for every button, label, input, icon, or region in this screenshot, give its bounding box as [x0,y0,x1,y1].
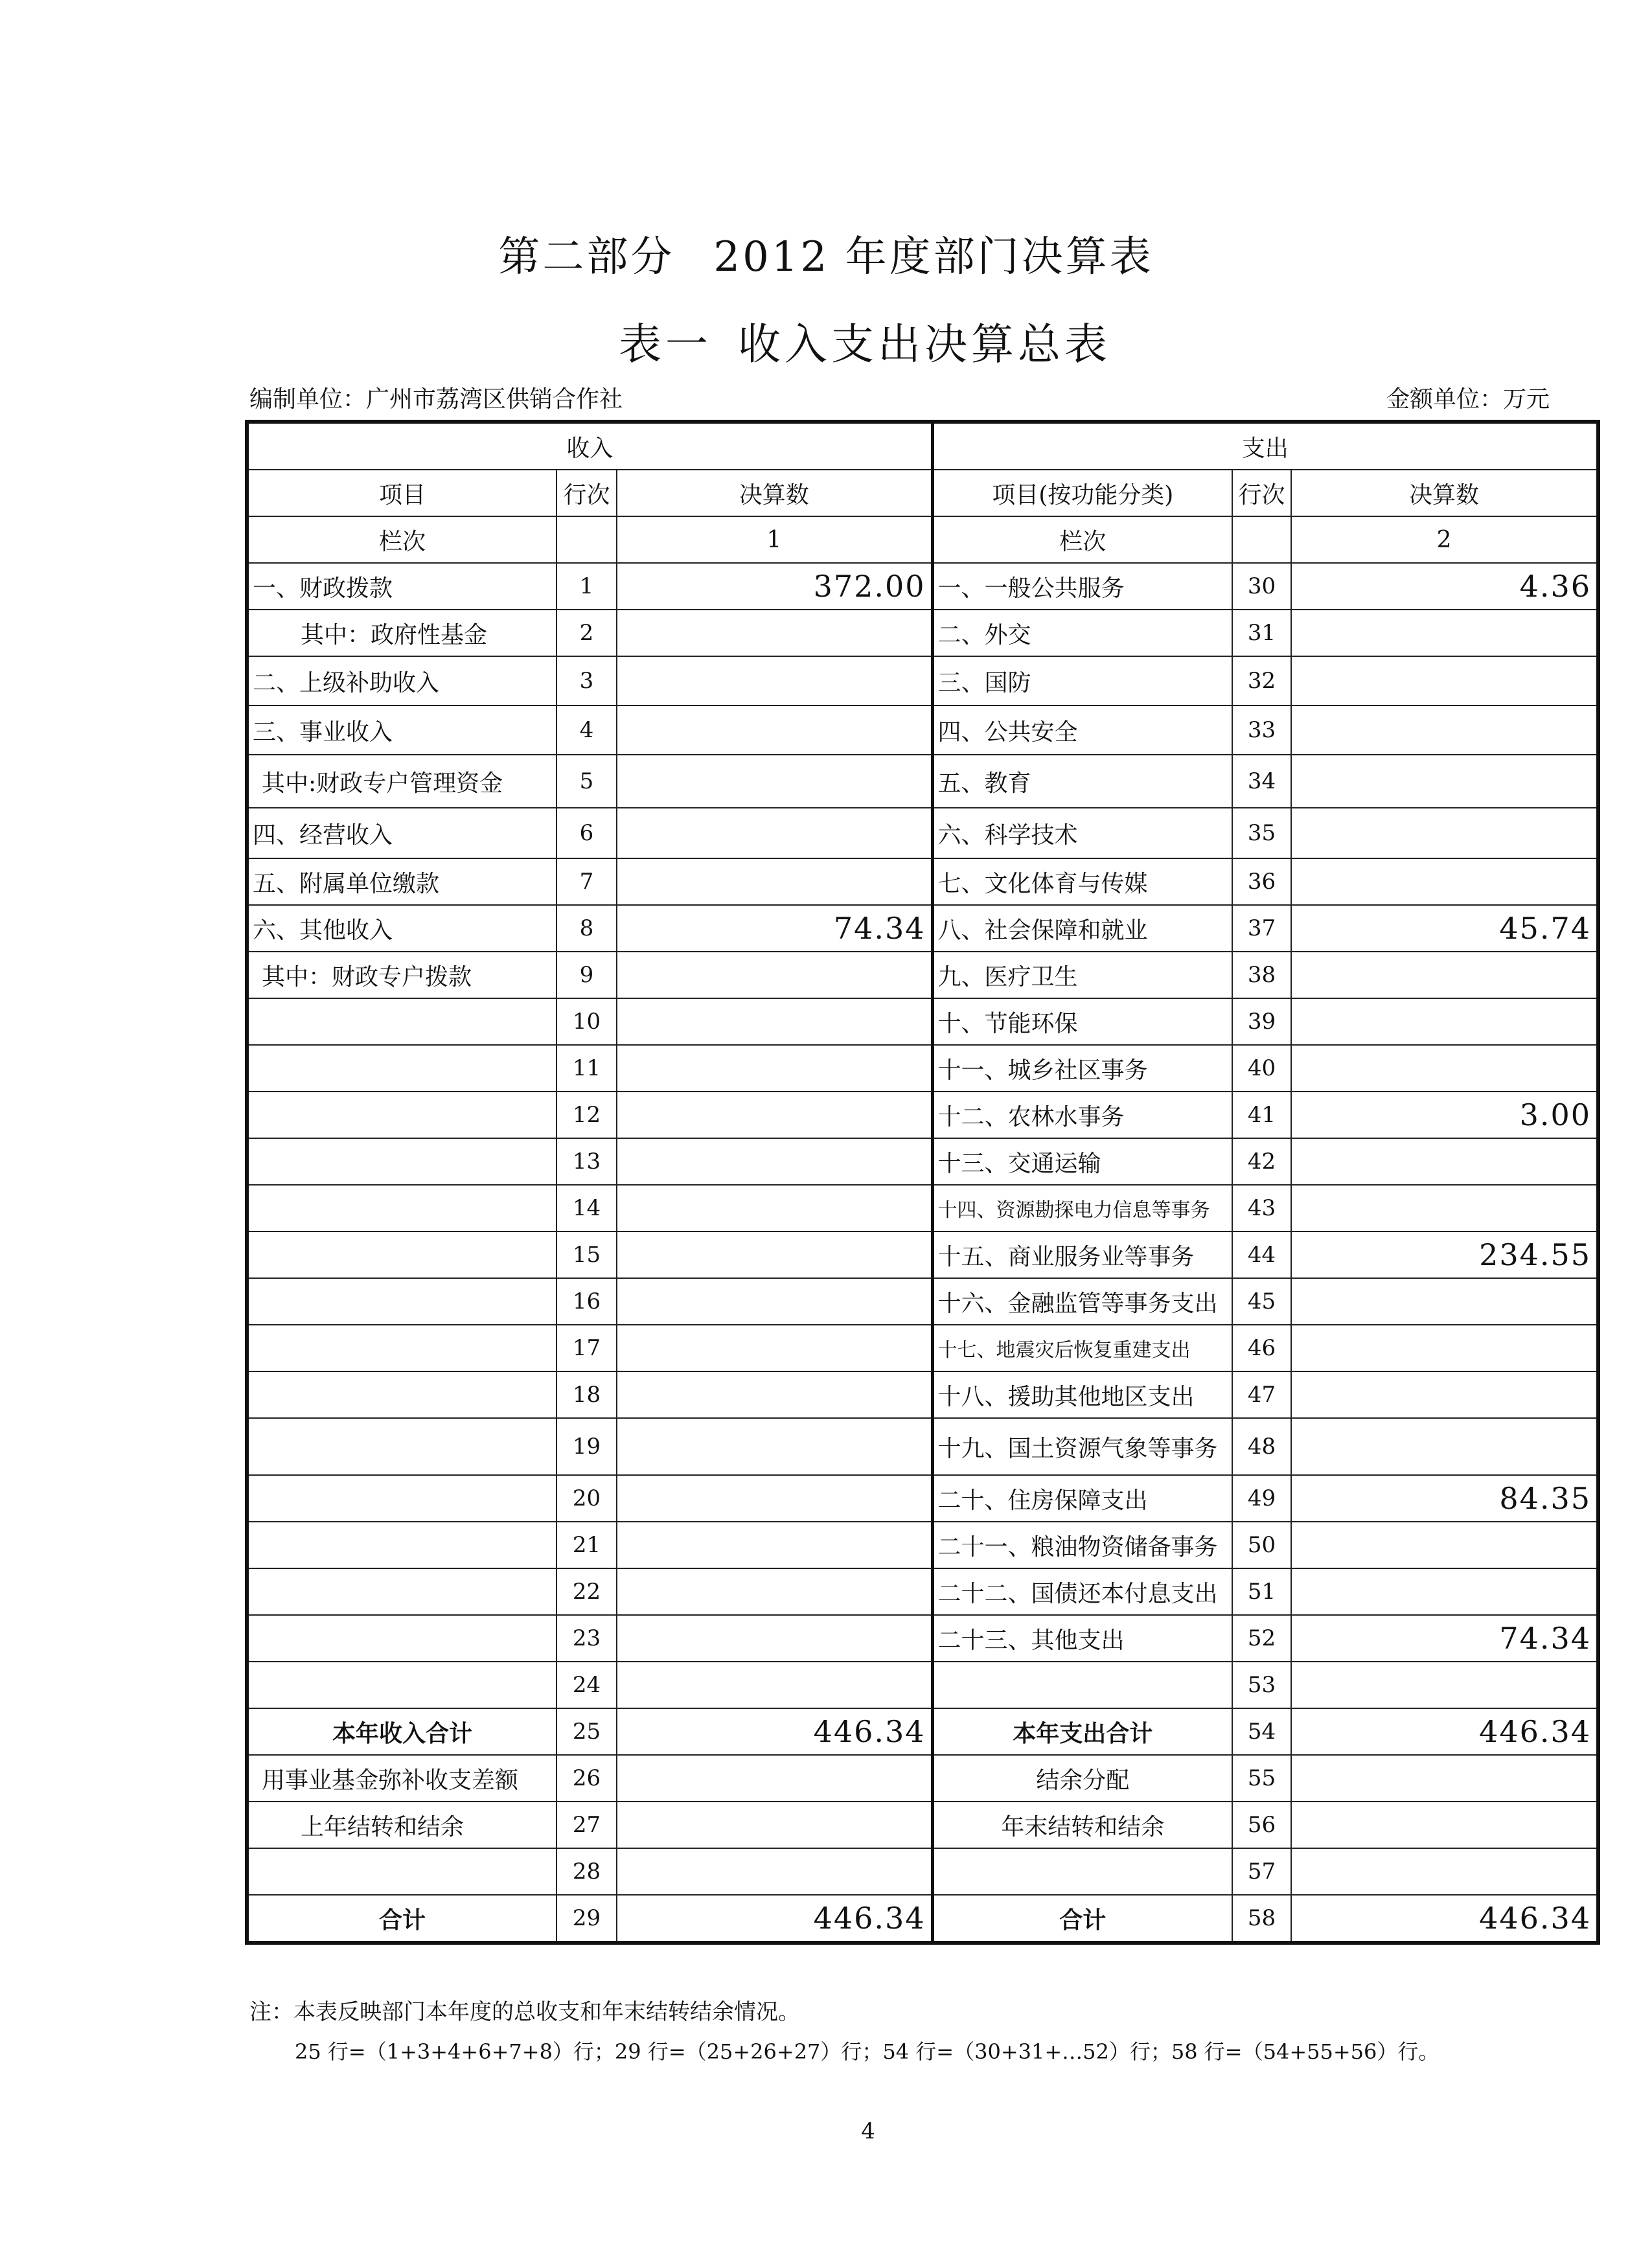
expense-line-number: 48 [1232,1418,1291,1475]
table-row [247,1185,1598,1231]
table-number: 表一 [619,319,712,369]
income-amount [617,1045,932,1092]
income-amount [617,808,932,858]
expense-item: 二十一、粮油物资储备事务 [932,1522,1232,1568]
income-line-number: 12 [556,1092,617,1138]
income-item [247,1568,556,1615]
expense-line-number: 58 [1232,1895,1291,1943]
income-amount [617,1371,932,1418]
expense-amount [1291,1755,1598,1802]
expense-line-number: 44 [1232,1231,1291,1278]
expense-line-number: 41 [1232,1092,1291,1138]
expense-line-number: 50 [1232,1522,1291,1568]
expense-amount [1291,952,1598,998]
income-line-number: 24 [556,1662,617,1708]
income-amount [617,1325,932,1371]
expense-item: 六、科学技术 [932,808,1232,858]
expense-line-header: 行次 [1232,470,1291,516]
expense-col-number: 2 [1291,516,1598,563]
expense-line-number: 42 [1232,1138,1291,1185]
budget-table [245,420,1600,1945]
income-line-number: 14 [556,1185,617,1231]
expense-line-number: 52 [1232,1615,1291,1662]
currency-unit-label: 金额单位：万元 [1386,386,1550,413]
income-amount [617,1755,932,1802]
expense-line-number: 51 [1232,1568,1291,1615]
page-number: 4 [861,2118,875,2144]
table-row [247,1802,1598,1848]
expense-item: 九、医疗卫生 [932,952,1232,998]
income-line-number: 20 [556,1475,617,1522]
expense-item: 十一、城乡社区事务 [932,1045,1232,1092]
table-row [247,1278,1598,1325]
income-amount [617,952,932,998]
table-row [247,1325,1598,1371]
income-amount-header: 决算数 [617,470,932,516]
expense-amount: 234.55 [1291,1231,1598,1278]
income-col-line-empty [556,516,617,563]
income-line-number: 29 [556,1895,617,1943]
income-line-number: 1 [556,563,617,610]
expense-amount [1291,998,1598,1045]
income-line-number: 23 [556,1615,617,1662]
income-item: 其中:财政专户管理资金 [247,755,556,808]
income-amount [617,656,932,705]
expense-line-number: 31 [1232,610,1291,656]
income-item-header: 项目 [247,470,556,516]
expense-item: 五、教育 [932,755,1232,808]
table-title [0,310,1652,371]
income-line-number: 21 [556,1522,617,1568]
title-part: 第二部分 [498,233,675,281]
expense-col-label: 栏次 [932,516,1232,563]
income-item [247,1615,556,1662]
expense-item: 十九、国土资源气象等事务 [932,1418,1232,1475]
income-item [247,1475,556,1522]
expense-line-number: 34 [1232,755,1291,808]
income-line-number: 17 [556,1325,617,1371]
table-name: 收入支出决算总表 [738,319,1111,369]
income-line-number: 3 [556,656,617,705]
table-row [247,1371,1598,1418]
income-item: 其中：政府性基金 [247,610,556,656]
income-line-number: 4 [556,705,617,755]
expense-amount [1291,1185,1598,1231]
income-line-number: 8 [556,905,617,952]
expense-line-number: 57 [1232,1848,1291,1895]
table-row [247,1522,1598,1568]
income-item: 其中：财政专户拨款 [247,952,556,998]
income-amount [617,1615,932,1662]
title-main: 2012 年度部门决算表 [713,233,1154,281]
expense-amount [1291,705,1598,755]
expense-amount [1291,1325,1598,1371]
table-row [247,1662,1598,1708]
income-item [247,1278,556,1325]
income-line-number: 28 [556,1848,617,1895]
expense-line-number: 30 [1232,563,1291,610]
expense-amount [1291,1848,1598,1895]
income-line-number: 2 [556,610,617,656]
expense-amount [1291,1522,1598,1568]
income-line-number: 10 [556,998,617,1045]
expense-item: 一、一般公共服务 [932,563,1232,610]
expense-line-number: 55 [1232,1755,1291,1802]
expense-line-number: 36 [1232,858,1291,905]
income-item: 本年收入合计 [247,1708,556,1755]
header-row-column-index [247,516,1598,563]
income-line-number: 22 [556,1568,617,1615]
expense-col-line-empty [1232,516,1291,563]
organization-label: 编制单位：广州市荔湾区供销合作社 [249,386,623,413]
expense-line-number: 37 [1232,905,1291,952]
income-amount: 372.00 [617,563,932,610]
table-row [247,858,1598,905]
expense-amount [1291,1568,1598,1615]
expense-item: 十七、地震灾后恢复重建支出 [932,1325,1232,1371]
expense-line-number: 43 [1232,1185,1291,1231]
table-row [247,952,1598,998]
expense-line-number: 47 [1232,1371,1291,1418]
expense-item: 十五、商业服务业等事务 [932,1231,1232,1278]
expense-amount [1291,1045,1598,1092]
income-item: 五、附属单位缴款 [247,858,556,905]
income-amount [617,1092,932,1138]
expense-item: 二十、住房保障支出 [932,1475,1232,1522]
table-row [247,1708,1598,1755]
income-amount [617,858,932,905]
income-line-number: 11 [556,1045,617,1092]
income-col-label: 栏次 [247,516,556,563]
expense-amount [1291,1278,1598,1325]
expense-amount [1291,656,1598,705]
expense-amount: 84.35 [1291,1475,1598,1522]
expense-item: 三、国防 [932,656,1232,705]
income-amount: 74.34 [617,905,932,952]
expense-item: 年末结转和结余 [932,1802,1232,1848]
expense-amount [1291,1138,1598,1185]
expense-item: 结余分配 [932,1755,1232,1802]
income-amount [617,1662,932,1708]
expense-amount [1291,858,1598,905]
income-amount: 446.34 [617,1708,932,1755]
income-item [247,1045,556,1092]
table-row [247,656,1598,705]
income-amount [617,1418,932,1475]
table-formula-note: 25 行=（1+3+4+6+7+8）行；29 行=（25+26+27）行；54 行=（30+31+…52）行；58 行=（54+55+56）行。 [295,2039,1440,2064]
income-amount [617,1848,932,1895]
income-amount [617,1568,932,1615]
expense-line-number: 54 [1232,1708,1291,1755]
table-row [247,1092,1598,1138]
income-amount [617,1278,932,1325]
expense-item: 二十三、其他支出 [932,1615,1232,1662]
income-item: 二、上级补助收入 [247,656,556,705]
income-line-number: 9 [556,952,617,998]
table-row [247,1045,1598,1092]
income-line-number: 15 [556,1231,617,1278]
income-line-number: 6 [556,808,617,858]
expense-line-number: 53 [1232,1662,1291,1708]
income-amount [617,1231,932,1278]
income-line-header: 行次 [556,470,617,516]
expense-item: 七、文化体育与传媒 [932,858,1232,905]
expense-item: 二、外交 [932,610,1232,656]
table-row [247,808,1598,858]
income-line-number: 16 [556,1278,617,1325]
expense-header: 支出 [932,422,1598,470]
expense-line-number: 49 [1232,1475,1291,1522]
table-row [247,1895,1598,1943]
table-row [247,1848,1598,1895]
income-col-number: 1 [617,516,932,563]
expense-item: 十四、资源勘探电力信息等事务 [932,1185,1232,1231]
income-item: 用事业基金弥补收支差额 [247,1755,556,1802]
income-item [247,1662,556,1708]
table-note: 注：本表反映部门本年度的总收支和年末结转结余情况。 [249,1999,800,2025]
income-item [247,1371,556,1418]
income-item [247,1848,556,1895]
income-amount [617,755,932,808]
expense-item: 十六、金融监管等事务支出 [932,1278,1232,1325]
expense-item: 二十二、国债还本付息支出 [932,1568,1232,1615]
expense-item: 十八、援助其他地区支出 [932,1371,1232,1418]
expense-item: 八、社会保障和就业 [932,905,1232,952]
income-amount: 446.34 [617,1895,932,1943]
expense-amount [1291,755,1598,808]
expense-line-number: 45 [1232,1278,1291,1325]
expense-amount [1291,1418,1598,1475]
expense-line-number: 38 [1232,952,1291,998]
income-line-number: 7 [556,858,617,905]
income-line-number: 18 [556,1371,617,1418]
header-row-section [247,422,1598,470]
income-item [247,1325,556,1371]
table-row [247,563,1598,610]
table-row [247,1418,1598,1475]
expense-item-header: 项目(按功能分类) [932,470,1232,516]
income-amount [617,1138,932,1185]
expense-item: 十二、农林水事务 [932,1092,1232,1138]
expense-item [932,1662,1232,1708]
income-item: 六、其他收入 [247,905,556,952]
table-row [247,1475,1598,1522]
table-row [247,1615,1598,1662]
income-item: 四、经营收入 [247,808,556,858]
income-line-number: 13 [556,1138,617,1185]
income-line-number: 27 [556,1802,617,1848]
income-header: 收入 [247,422,932,470]
expense-amount: 446.34 [1291,1708,1598,1755]
table-row [247,1755,1598,1802]
expense-amount: 4.36 [1291,563,1598,610]
income-line-number: 26 [556,1755,617,1802]
expense-item: 四、公共安全 [932,705,1232,755]
expense-item: 合计 [932,1895,1232,1943]
expense-item: 十三、交通运输 [932,1138,1232,1185]
expense-line-number: 56 [1232,1802,1291,1848]
expense-amount: 74.34 [1291,1615,1598,1662]
income-item [247,1185,556,1231]
expense-line-number: 40 [1232,1045,1291,1092]
expense-amount [1291,1371,1598,1418]
income-item [247,1418,556,1475]
table-row [247,705,1598,755]
income-amount [617,1802,932,1848]
income-item: 上年结转和结余 [247,1802,556,1848]
expense-amount [1291,610,1598,656]
expense-amount-header: 决算数 [1291,470,1598,516]
income-amount [617,1475,932,1522]
income-item: 合计 [247,1895,556,1943]
expense-line-number: 32 [1232,656,1291,705]
expense-line-number: 46 [1232,1325,1291,1371]
income-line-number: 25 [556,1708,617,1755]
page-title [0,223,1652,283]
income-amount [617,610,932,656]
expense-amount [1291,1662,1598,1708]
table-row [247,905,1598,952]
income-amount [617,705,932,755]
table-row [247,755,1598,808]
income-line-number: 19 [556,1418,617,1475]
header-row-columns [247,470,1598,516]
table-row [247,1231,1598,1278]
expense-item: 本年支出合计 [932,1708,1232,1755]
table-row [247,610,1598,656]
expense-amount: 3.00 [1291,1092,1598,1138]
expense-item: 十、节能环保 [932,998,1232,1045]
income-amount [617,1522,932,1568]
expense-line-number: 33 [1232,705,1291,755]
income-item [247,1231,556,1278]
table-row [247,1568,1598,1615]
income-line-number: 5 [556,755,617,808]
expense-item [932,1848,1232,1895]
income-amount [617,1185,932,1231]
expense-line-number: 39 [1232,998,1291,1045]
income-item [247,1522,556,1568]
expense-amount: 446.34 [1291,1895,1598,1943]
expense-amount [1291,808,1598,858]
income-item: 一、财政拨款 [247,563,556,610]
income-amount [617,998,932,1045]
income-item [247,1092,556,1138]
income-item [247,1138,556,1185]
table-row [247,998,1598,1045]
expense-amount: 45.74 [1291,905,1598,952]
expense-amount [1291,1802,1598,1848]
income-item [247,998,556,1045]
table-row [247,1138,1598,1185]
expense-line-number: 35 [1232,808,1291,858]
income-item: 三、事业收入 [247,705,556,755]
